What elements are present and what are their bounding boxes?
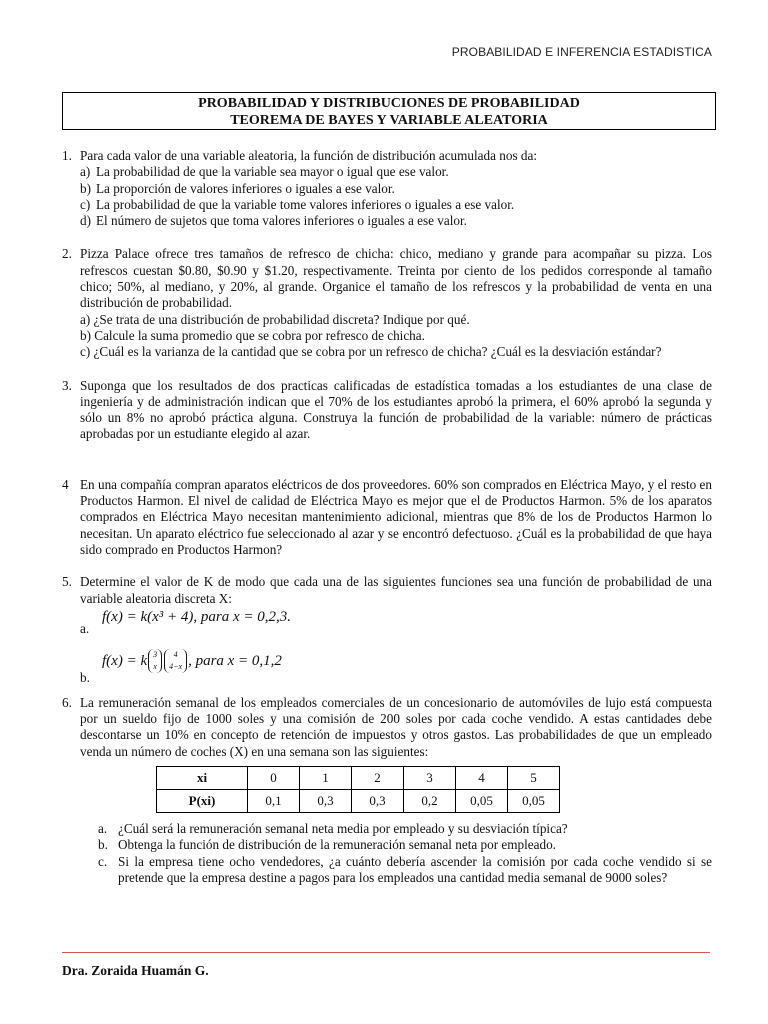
formula-b-row xyxy=(80,645,712,687)
option-c: c. Si la empresa tiene ocho vendedores, ¿a cuánto debería ascender la comisión por cada coche vendido si se pretende que la empresa destine a pagos para los empleados una cantidad media semanal de 9000 soles? xyxy=(98,853,712,885)
table-cell: 0,05 xyxy=(508,790,560,813)
question-text: Pizza Palace ofrece tres tamaños de refresco de chicha: chico, mediano y grande para acompañar su pizza. Los refrescos cuestan $0.80, $0.90 y $1.20, respectivamente. Treinta por ciento de los pedidos corresponde al tamaño chico; 50%, al mediano, y 20%, al grande. Organice el tamaño de los refrescos y la probabilidad de venta en una distribución de probabilidad. xyxy=(80,246,712,311)
table-cell: 3 xyxy=(404,767,456,790)
question-number: 1. xyxy=(62,148,72,163)
option-c: c) La probabilidad de que la variable tome valores inferiores o iguales a ese valor. xyxy=(80,196,515,212)
table-header-x: xi xyxy=(157,767,248,790)
part-b: b) Calcule la suma promedio que se cobra por refresco de chicha. xyxy=(80,327,425,343)
question-number: 4 xyxy=(62,476,69,492)
table-cell: 0,3 xyxy=(352,790,404,813)
table-cell: 5 xyxy=(508,767,560,790)
table-cell: 0,1 xyxy=(248,790,300,813)
question-4 xyxy=(62,477,712,558)
course-header: PROBABILIDAD E INFERENCIA ESTADISTICA xyxy=(451,45,712,59)
part-c: c) ¿Cuál es la varianza de la cantidad que se cobra por un refresco de chicha? ¿Cuál es la desviación estándar? xyxy=(80,344,662,360)
option-b: b) La proporción de valores inferiores o iguales a ese valor. xyxy=(80,180,395,196)
title-box xyxy=(62,92,716,130)
exercise-list xyxy=(62,148,712,886)
table-row xyxy=(157,790,560,813)
question-1 xyxy=(62,148,712,229)
option-a: a) La probabilidad de que la variable sea mayor o igual que ese valor. xyxy=(80,164,449,180)
binomial-1: 3 x xyxy=(148,649,162,673)
table-cell: 1 xyxy=(300,767,352,790)
question-text: Determine el valor de K de modo que cada una de las siguientes funciones sea una función de probabilidad de una variable aleatoria discreta X: xyxy=(80,574,712,606)
question-number: 6. xyxy=(62,694,72,710)
table-cell: 0 xyxy=(248,767,300,790)
question-number: 2. xyxy=(62,246,72,262)
table-cell: 2 xyxy=(352,767,404,790)
binomial-2: 4 4−x xyxy=(164,649,187,673)
formula-a-label: a. xyxy=(80,620,90,636)
question-2 xyxy=(62,246,712,360)
table-cell: 4 xyxy=(456,767,508,790)
table-header-p: P(xi) xyxy=(157,790,248,813)
title-line-1: PROBABILIDAD Y DISTRIBUCIONES DE PROBABILIDAD xyxy=(198,96,580,111)
question-text: Suponga que los resultados de dos practicas calificadas de estadística tomadas a los estudiantes de una clase de ingeniería y de administración indican que el 70% de los estudiantes aprobó la primera, el 60% aprobó la segunda y sólo un 8% no aprobó práctica alguna. Construya la función de probabilidad de la variable: número de prácticas aprobadas por un estudiante elegido al azar. xyxy=(80,377,712,442)
question-6-options xyxy=(62,821,712,886)
formula-b-label: b. xyxy=(80,669,90,685)
probability-table xyxy=(156,766,560,813)
question-number: 5. xyxy=(62,574,72,590)
question-5 xyxy=(62,574,712,687)
option-a: a. ¿Cuál será la remuneración semanal neta media por empleado y su desviación típica? xyxy=(98,821,568,837)
table-row xyxy=(157,767,560,790)
question-text: La remuneración semanal de los empleados comerciales de un concesionario de automóviles de lujo está compuesta por un sueldo fijo de 1000 soles y una comisión de 200 soles por cada coche vendido. A estas cantidades debe descontarse un 10% en concepto de retención de impuestos y otros gastos. Las probabilidades de que un empleado venda un número de coches (X) en una semana son las siguientes: xyxy=(80,694,712,759)
question-number: 3. xyxy=(62,377,72,393)
table-cell: 0,2 xyxy=(404,790,456,813)
footer-rule xyxy=(62,952,710,953)
option-b: b. Obtenga la función de distribución de la remuneración semanal neta por empleado. xyxy=(98,837,556,853)
title-line-2: TEOREMA DE BAYES Y VARIABLE ALEATORIA xyxy=(230,113,548,128)
part-a: a) ¿Se trata de una distribución de probabilidad discreta? Indique por qué. xyxy=(80,311,470,327)
footer-author: Dra. Zoraida Huamán G. xyxy=(62,963,209,978)
question-text: Para cada valor de una variable aleatoria, la función de distribución acumulada nos da: xyxy=(80,148,537,163)
formula-a-row xyxy=(80,609,712,635)
question-6 xyxy=(62,695,712,760)
formula-a: f(x) = k(x³ + 4), para x = 0,2,3. xyxy=(102,608,291,625)
option-d: d) El número de sujetos que toma valores inferiores o iguales a ese valor. xyxy=(80,213,467,229)
table-cell: 0,05 xyxy=(456,790,508,813)
formula-b: f(x) = k 3 x 4 4−x , para x = 0,1,2 xyxy=(102,649,282,671)
table-cell: 0,3 xyxy=(300,790,352,813)
question-3 xyxy=(62,378,712,443)
question-text: En una compañía compran aparatos eléctricos de dos proveedores. 60% son comprados en Eléctrica Mayo, y el resto en Productos Harmon. El nivel de calidad de Eléctrica Mayo es mejor que el de Productos Harmon. 5% de los aparatos comprados en Eléctrica Mayo necesitan mantenimiento adicional, mientras que 8% de los de Productos Harmon lo necesitan. Un aparato eléctrico fue seleccionado al azar y se encontró defectuoso. ¿Cuál es la probabilidad de que haya sido comprado en Productos Harmon? xyxy=(80,476,712,557)
